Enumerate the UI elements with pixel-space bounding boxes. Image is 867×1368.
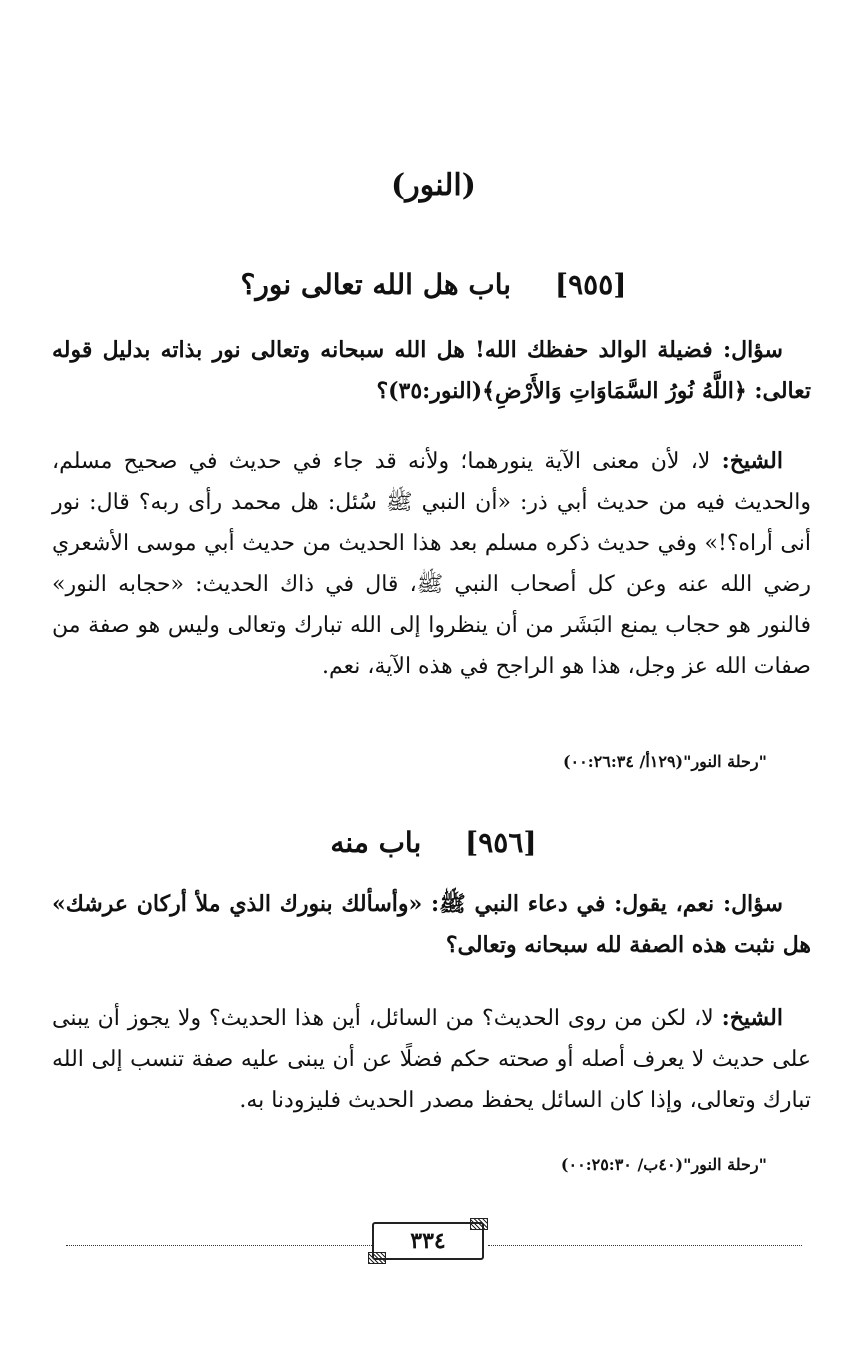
question-text: نعم، يقول: في دعاء النبي ﷺ: «وأسألك بنورك الذي ملأ أركان عرشك» هل نثبت هذه الصفة لله سبحانه وتعالى؟ — [52, 891, 811, 958]
question-text: فضيلة الوالد حفظك الله! هل الله سبحانه وتعالى نور بذاته بدليل قوله تعالى: ﴿اللَّهُ نُورُ السَّمَاوَاتِ وَالأَرْضِ﴾(النور:٣٥)؟ — [52, 337, 811, 404]
section-title: باب منه — [330, 826, 422, 859]
answer-text: لا، لأن معنى الآية ينورهما؛ ولأنه قد جاء في حديث في صحيح مسلم، والحديث فيه من حديث أبي ذر: «أن النبي ﷺ سُئل: هل محمد رأى ربه؟ قال: نور أنى أراه؟!» وفي حديث ذكره مسلم بعد هذا الحديث من حديث أبي موسى الأشعري رضي الله عنه وعن كل أصحاب النبي ﷺ، قال في ذاك الحديث: «حجابه النور» فالنور هو حجاب يمنع البَشَر من أن ينظروا إلى الله تبارك وتعالى وليس هو صفة من صفات الله عز وجل، هذا هو الراجح في هذه الآية، نعم. — [52, 449, 811, 679]
answer-paragraph — [52, 441, 811, 687]
footer-divider — [66, 1245, 372, 1246]
section-number: [٩٥٥] — [554, 268, 627, 301]
answer-text: لا، لكن من روى الحديث؟ من السائل، أين هذا الحديث؟ ولا يجوز أن يبنى على حديث لا يعرف أصله أو صحته حكم فضلًا عن أن يبنى عليه صفة تنسب إلى الله تبارك وتعالى، وإذا كان السائل يحفظ مصدر الحديث فليزودنا به. — [52, 1006, 811, 1113]
source-reference: "رحلة النور"(٤٠ب/ ٠٠:٢٥:٣٠) — [560, 1155, 767, 1174]
ornament-icon — [368, 1252, 386, 1264]
section-number: [٩٥٦] — [465, 826, 537, 859]
page-number-frame — [372, 1222, 484, 1260]
section-title: باب هل الله تعالى نور؟ — [240, 268, 512, 301]
question-paragraph — [52, 884, 811, 966]
question-paragraph — [52, 330, 811, 412]
page-number: ٣٣٤ — [410, 1228, 446, 1254]
answer-label: الشيخ: — [721, 1005, 783, 1031]
chapter-title: (النور) — [391, 168, 476, 203]
footer-divider — [488, 1245, 802, 1246]
question-label: سؤال: — [722, 337, 783, 363]
source-reference: "رحلة النور"(١٢٩أ/ ٠٠:٢٦:٣٤) — [562, 752, 767, 771]
section-heading — [60, 268, 807, 301]
answer-paragraph — [52, 998, 811, 1121]
answer-label: الشيخ: — [721, 448, 783, 474]
ornament-icon — [470, 1218, 488, 1230]
section-heading — [60, 826, 807, 859]
question-label: سؤال: — [722, 891, 783, 917]
